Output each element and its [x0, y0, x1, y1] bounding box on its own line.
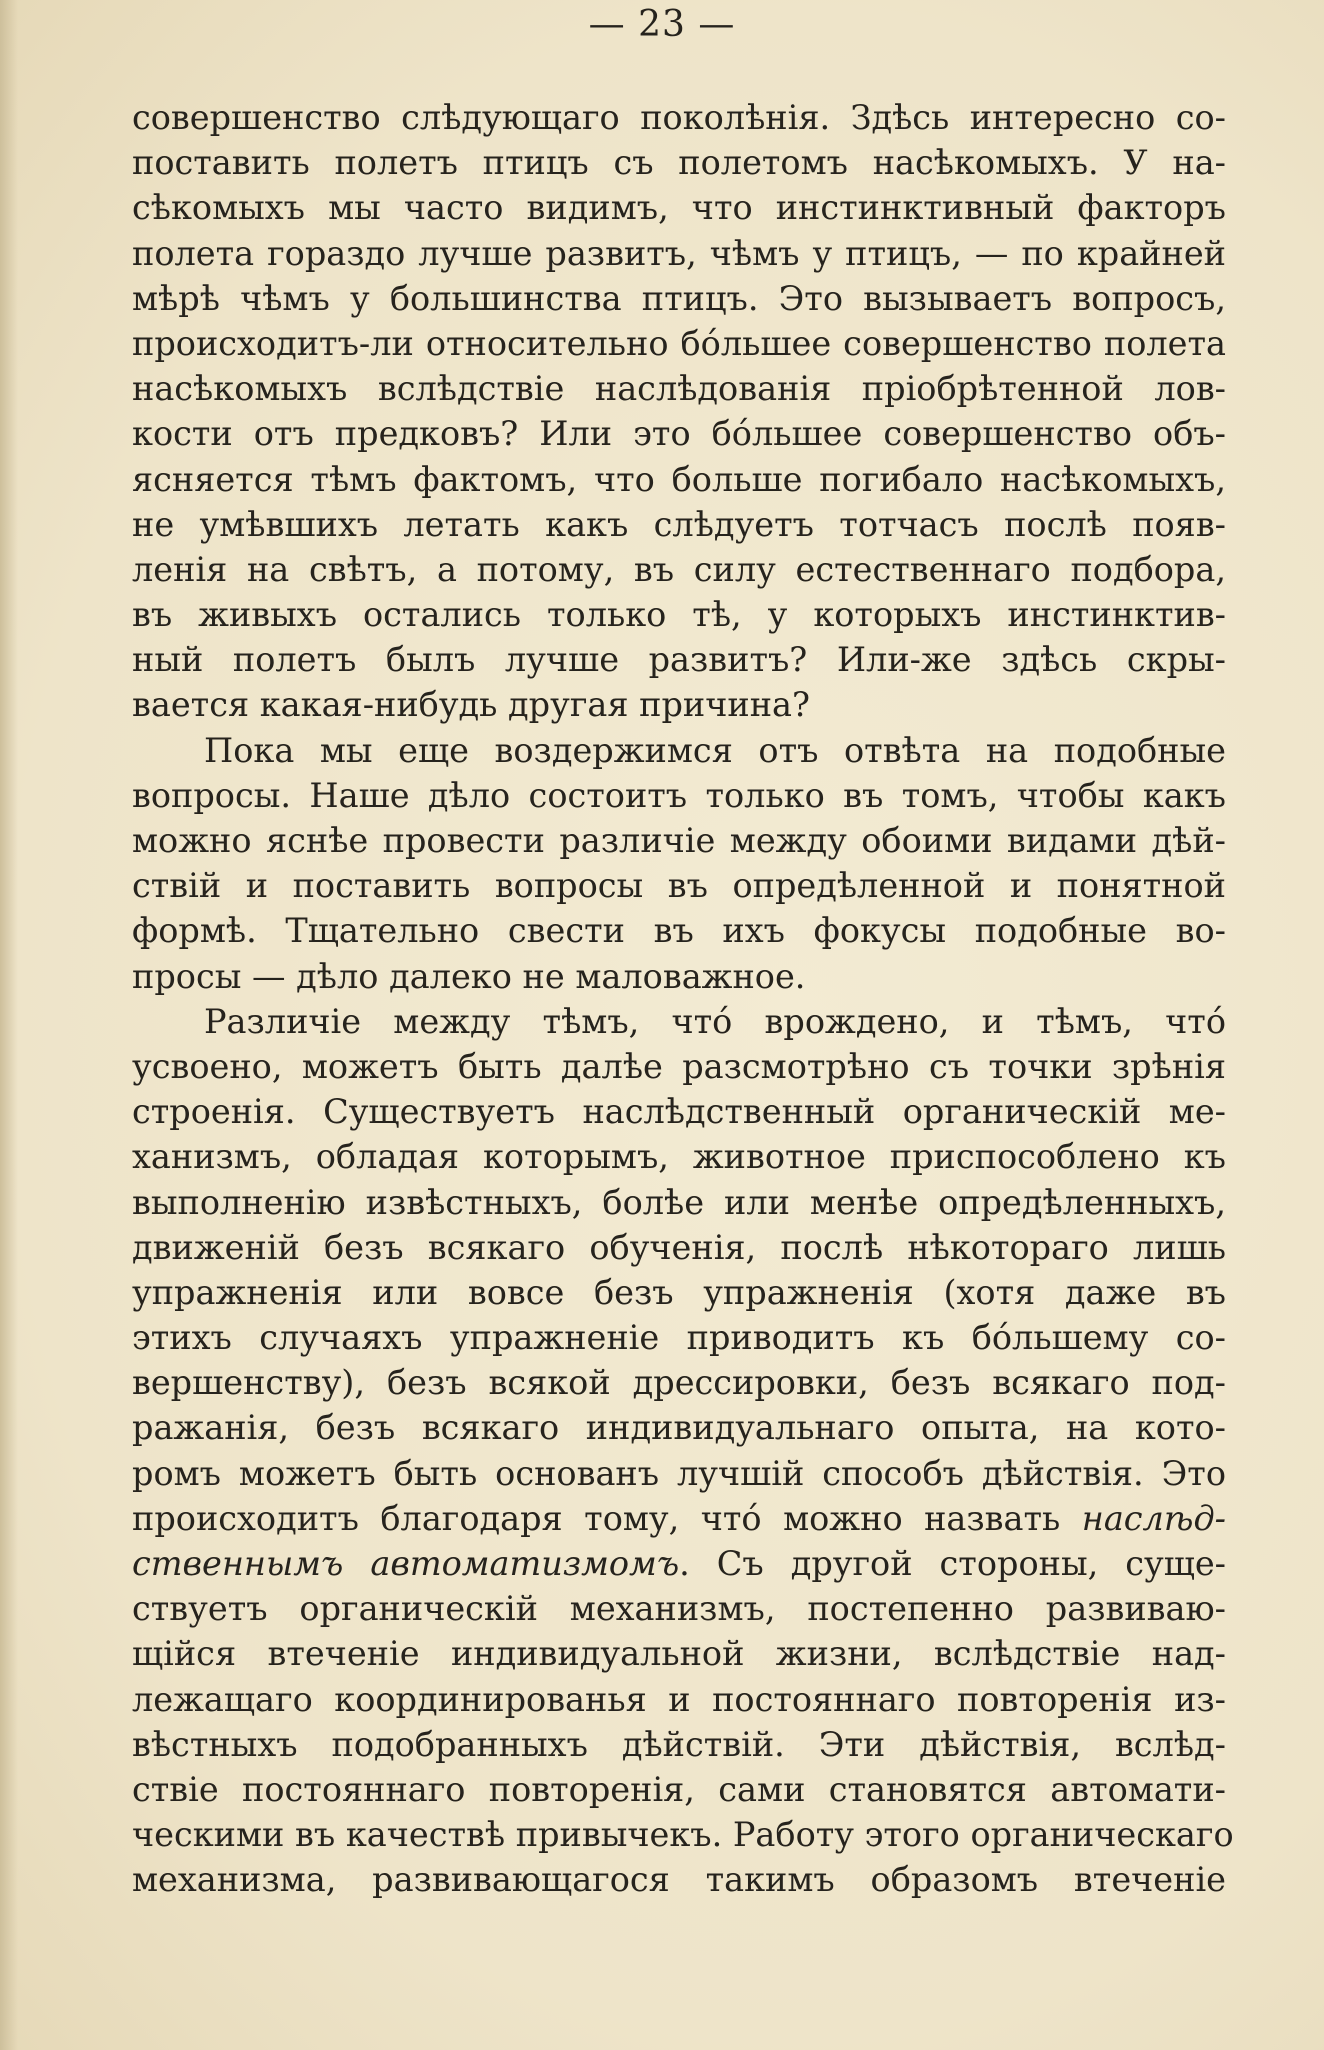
text-line: ствій и поставить вопросы въ опредѣленной и понятной — [132, 866, 1226, 906]
text-line: ромъ можетъ быть основанъ лучшій способъ дѣйствія. Это — [132, 1453, 1226, 1493]
text-line: Различіе между тѣмъ, что́ врождено, и тѣмъ, что́ — [204, 1001, 1226, 1041]
text-line: ясняется тѣмъ фактомъ, что больше погибало насѣкомыхъ, — [132, 459, 1226, 499]
text-fragment: происходитъ благодаря тому, что́ можно назвать — [132, 1498, 1082, 1538]
italic-term: ственнымъ автоматизмомъ — [132, 1544, 680, 1583]
text-line: ствіе постояннаго повторенія, сами становятся автомати- — [132, 1769, 1226, 1809]
text-line: мѣрѣ чѣмъ у большинства птицъ. Это вызываетъ вопросъ, — [132, 278, 1226, 318]
text-line: движеній безъ всякаго обученія, послѣ нѣкотораго лишь — [132, 1227, 1226, 1267]
text-line: ческими въ качествѣ привычекъ. Работу этого органическаго — [132, 1815, 1234, 1855]
paragraph-1 — [132, 95, 1226, 728]
text-line: кости отъ предковъ? Или это бо́льшее совершенство объ- — [132, 414, 1226, 454]
text-line: лежащаго координированья и постояннаго повторенія из- — [132, 1679, 1226, 1719]
paragraph-3 — [132, 999, 1234, 1903]
text-line: не умѣвшихъ летать какъ слѣдуетъ тотчасъ послѣ появ- — [132, 504, 1226, 544]
text-line: выполненію извѣстныхъ, болѣе или менѣе опредѣленныхъ, — [132, 1182, 1226, 1222]
text-line: упражненія или вовсе безъ упражненія (хотя даже въ — [132, 1272, 1226, 1312]
text-fragment: . Съ другой стороны, суще- — [679, 1544, 1226, 1583]
text-line: строенія. Существуетъ наслѣдственный органическій ме- — [132, 1092, 1226, 1132]
text-line: происходитъ-ли относительно бо́льшее совершенство полета — [132, 323, 1226, 363]
text-line: формѣ. Тщательно свести въ ихъ фокусы подобные во- — [132, 911, 1226, 951]
page-edge-shadow — [0, 0, 18, 2050]
text-line: Пока мы еще воздержимся отъ отвѣта на подобные — [204, 730, 1226, 770]
text-line: ствуетъ органическій механизмъ, постепенно развиваю- — [132, 1589, 1226, 1629]
text-body — [132, 95, 1234, 1903]
text-line: механизма, развивающагося такимъ образомъ втеченіе — [132, 1860, 1226, 1900]
italic-term: наслѣд- — [1081, 1498, 1226, 1538]
text-line: вается какая-нибудь другая причина? — [132, 685, 810, 725]
text-line: ленія на свѣтъ, а потому, въ силу естественнаго подбора, — [132, 549, 1226, 589]
page-number: — 23 — — [588, 4, 736, 45]
text-line: вѣстныхъ подобранныхъ дѣйствій. Эти дѣйствія, вслѣд- — [132, 1724, 1226, 1764]
paragraph-2 — [132, 728, 1226, 999]
text-line: ражанія, безъ всякаго индивидуальнаго опыта, на кото- — [132, 1408, 1226, 1448]
text-line: можно яснѣе провести различіе между обоими видами дѣй- — [132, 821, 1226, 860]
text-line: ханизмъ, обладая которымъ, животное приспособлено къ — [132, 1137, 1226, 1177]
text-line: насѣкомыхъ вслѣдствіе наслѣдованія пріобрѣтенной лов- — [132, 369, 1226, 409]
text-line: щійся втеченіе индивидуальной жизни, вслѣдствіе над- — [132, 1634, 1226, 1674]
text-line: въ живыхъ остались только тѣ, у которыхъ инстинктив- — [132, 595, 1226, 635]
text-line: ный полетъ былъ лучше развитъ? Или-же здѣсь скры- — [132, 640, 1226, 680]
text-line: просы — дѣло далеко не маловажное. — [132, 956, 806, 996]
text-line-with-italic — [132, 1496, 1226, 1541]
text-line: вопросы. Наше дѣло состоитъ только въ томъ, чтобы какъ — [132, 775, 1226, 815]
text-line: сѣкомыхъ мы часто видимъ, что инстинктивный факторъ — [132, 188, 1226, 228]
text-line: поставить полетъ птицъ съ полетомъ насѣкомыхъ. У на- — [132, 143, 1226, 183]
text-line: совершенство слѣдующаго поколѣнія. Здѣсь интересно со- — [132, 98, 1226, 137]
text-line: полета гораздо лучше развитъ, чѣмъ у птицъ, — по крайней — [132, 233, 1226, 273]
text-line-with-italic — [132, 1541, 1226, 1586]
text-line: этихъ случаяхъ упражненіе приводитъ къ бо́льшему со- — [132, 1318, 1226, 1358]
text-line: вершенству), безъ всякой дрессировки, безъ всякаго под- — [132, 1363, 1226, 1403]
text-line: усвоено, можетъ быть далѣе разсмотрѣно съ точки зрѣнія — [132, 1046, 1226, 1086]
